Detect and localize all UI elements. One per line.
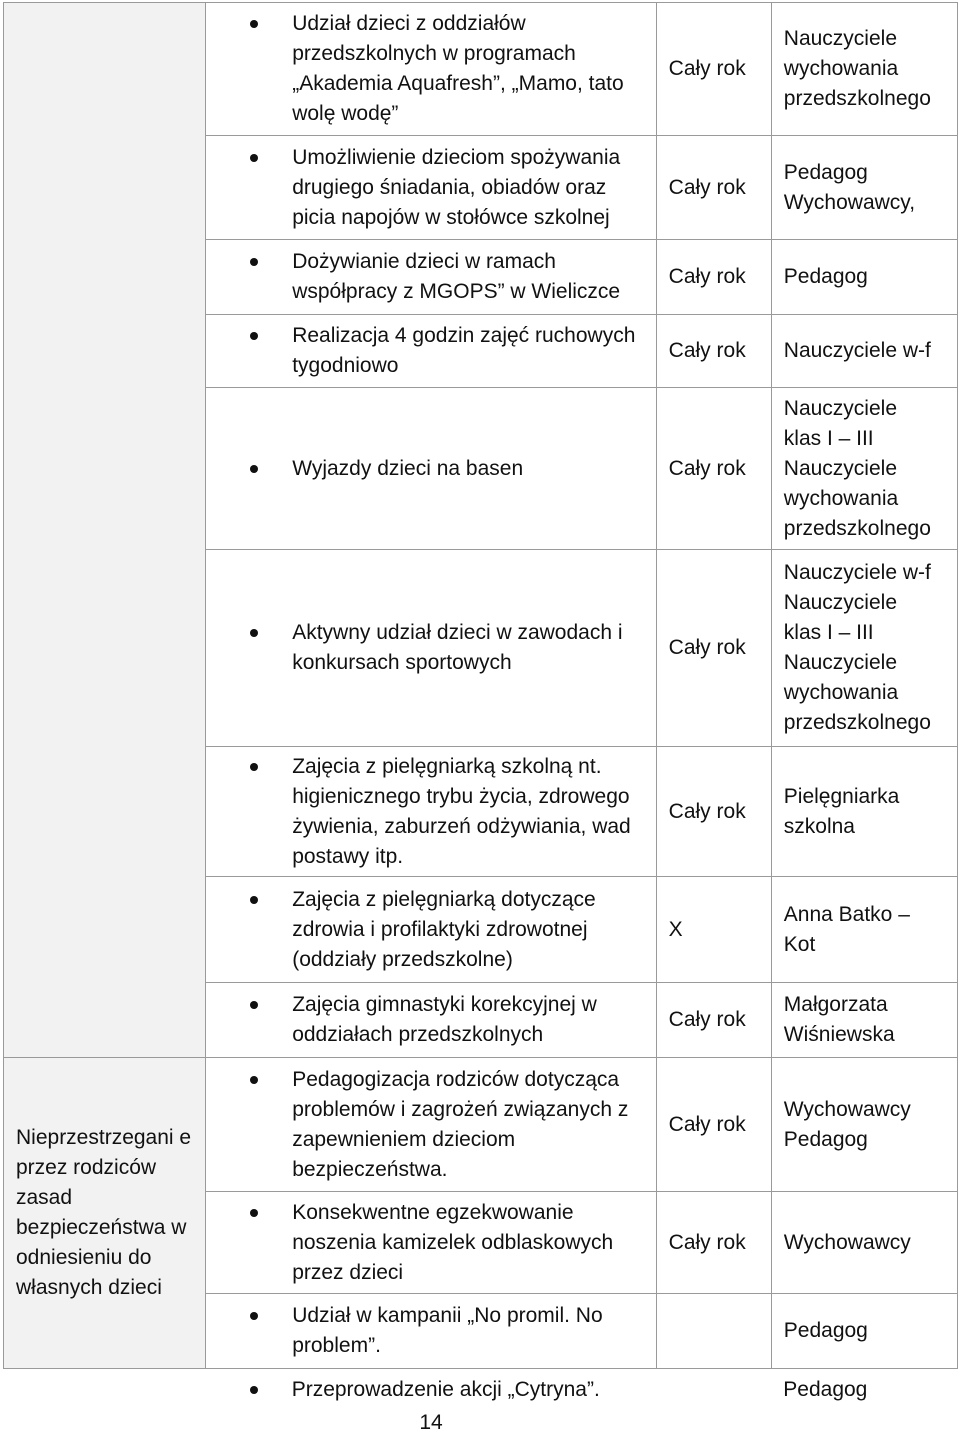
activity-cell: [206, 240, 656, 315]
time-cell: [656, 1058, 771, 1192]
responsible-cell: [771, 877, 957, 983]
time-text: Cały rok: [668, 636, 746, 659]
activity-text: Udział dzieci z oddziałów przedszkolnych w programach „Akademia Aquafresh”, „Mamo, tato wolę wodę”: [292, 12, 624, 125]
time-cell: [656, 1369, 771, 1411]
activity-text: Udział w kampanii „No promil. No problem”.: [292, 1304, 603, 1357]
responsible-text: Nauczyciele w-f: [783, 339, 931, 362]
table-row: [4, 1058, 958, 1192]
activity-cell: [206, 3, 656, 136]
table-row: [4, 3, 958, 136]
activity-cell: [206, 136, 656, 240]
activity-text: Umożliwienie dzieciom spożywania drugiego śniadania, obiadów oraz picia napojów w stołówce szkolnej: [292, 145, 621, 229]
responsible-cell: [771, 240, 957, 315]
responsible-cell: [771, 747, 957, 877]
category-cell-empty: [4, 3, 206, 1058]
activity-text: Aktywny udział dzieci w zawodach i konkursach sportowych: [292, 621, 623, 674]
activity-text: Zajęcia z pielęgniarką dotyczące zdrowia i profilaktyki zdrowotnej (oddziały przedszkolne): [292, 887, 596, 971]
time-text: Cały rok: [668, 1008, 746, 1031]
responsible-cell: [771, 550, 957, 747]
time-cell: [656, 877, 771, 983]
time-cell: [656, 388, 771, 550]
responsible-text: Wychowawcy: [783, 1230, 911, 1254]
responsible-cell: [771, 1058, 957, 1192]
responsible-text: Wychowawcy Pedagog: [783, 1097, 911, 1151]
activity-text: Zajęcia z pielęgniarką szkolną nt. higienicznego trybu życia, zdrowego żywienia, zaburzeń odżywiania, wad postawy itp.: [292, 754, 631, 868]
category-text: Nieprzestrzegani e przez rodziców zasad bezpieczeństwa w odniesieniu do własnych dzieci: [16, 1126, 192, 1299]
responsible-cell: [771, 3, 957, 136]
time-text: Cały rok: [668, 1112, 746, 1136]
responsible-cell: [771, 315, 957, 388]
responsible-cell: [771, 1192, 957, 1294]
activity-text: Realizacja 4 godzin zajęć ruchowych tygodniowo: [292, 324, 636, 377]
responsible-text: Nauczyciele wychowania przedszkolnego: [783, 27, 931, 110]
activity-cell: [206, 747, 656, 877]
activity-text: Wyjazdy dzieci na basen: [292, 456, 524, 480]
responsible-text: Pedagog: [783, 1319, 868, 1342]
time-text: Cały rok: [668, 799, 746, 823]
activity-cell: [206, 315, 656, 388]
responsible-cell: [771, 136, 957, 240]
time-text: X: [668, 917, 683, 941]
responsible-cell: [771, 388, 957, 550]
time-cell: [656, 3, 771, 136]
time-cell: [656, 1192, 771, 1294]
responsible-text: Pedagog: [783, 1377, 868, 1401]
activities-table: [3, 2, 958, 1411]
time-cell: [656, 136, 771, 240]
responsible-text: Nauczyciele w-f Nauczyciele klas I – III Nauczyciele wychowania przedszkolnego: [783, 561, 931, 734]
category-cell: [4, 1058, 206, 1369]
responsible-text: Pedagog Wychowawcy,: [783, 160, 916, 214]
activity-text: Pedagogizacja rodziców dotycząca problemów i zagrożeń związanych z zapewnieniem dzieciom bezpieczeństwa.: [292, 1067, 629, 1181]
table-row: [4, 1369, 958, 1411]
activity-text: Przeprowadzenie akcji „Cytryna”.: [291, 1377, 600, 1401]
activity-cell: [206, 388, 656, 550]
time-text: Cały rok: [668, 175, 746, 199]
activity-cell: [206, 550, 656, 747]
responsible-cell: [771, 983, 957, 1058]
time-cell: [656, 240, 771, 315]
responsible-cell: [771, 1369, 957, 1411]
activity-text: Konsekwentne egzekwowanie noszenia kamizelek odblaskowych przez dzieci: [292, 1200, 614, 1284]
responsible-text: Nauczyciele klas I – III Nauczyciele wychowania przedszkolnego: [783, 396, 931, 540]
time-text: Cały rok: [668, 339, 746, 362]
time-text: Cały rok: [668, 265, 746, 288]
category-cell-empty: [4, 1369, 206, 1411]
activity-cell: [206, 877, 656, 983]
activity-cell: [206, 1369, 656, 1411]
time-cell: [656, 747, 771, 877]
time-text: Cały rok: [668, 1230, 746, 1254]
activity-text: Zajęcia gimnastyki korekcyjnej w oddziałach przedszkolnych: [292, 993, 597, 1046]
responsible-text: Pielęgniarka szkolna: [783, 784, 900, 838]
responsible-text: Anna Batko – Kot: [783, 902, 910, 956]
responsible-text: Pedagog: [783, 265, 868, 288]
time-text: Cały rok: [668, 57, 746, 80]
responsible-text: Małgorzata Wiśniewska: [783, 993, 895, 1046]
activity-cell: [206, 1294, 656, 1369]
time-cell: [656, 550, 771, 747]
time-cell: [656, 983, 771, 1058]
activity-text: Dożywianie dzieci w ramach współpracy z MGOPS” w Wieliczce: [292, 250, 621, 303]
responsible-cell: [771, 1294, 957, 1369]
time-cell: [656, 1294, 771, 1369]
time-cell: [656, 315, 771, 388]
activity-cell: [206, 983, 656, 1058]
time-text: Cały rok: [668, 456, 746, 480]
activity-cell: [206, 1192, 656, 1294]
activity-cell: [206, 1058, 656, 1192]
page-number: 14: [419, 1411, 443, 1434]
